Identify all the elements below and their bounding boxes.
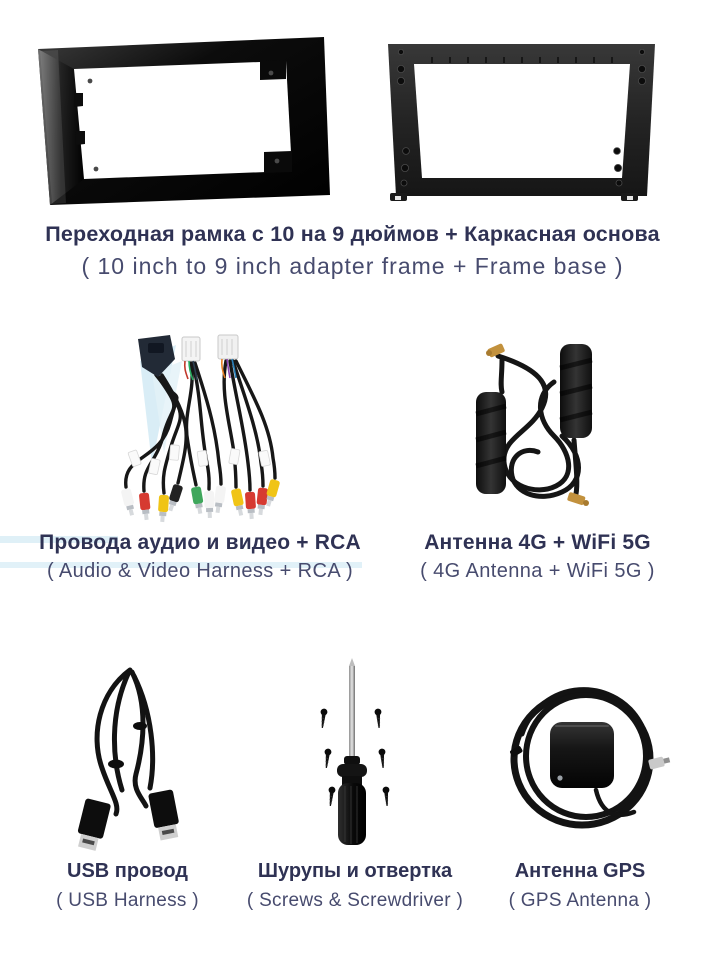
caption-4g-ru: Антенна 4G + WiFi 5G [424, 531, 651, 554]
screwdriver-photo [288, 656, 420, 854]
caption-gps-ru: Антенна GPS [514, 860, 646, 882]
adapter-frame-photo [28, 33, 340, 211]
kit-title-en: ( 10 inch to 9 inch adapter frame + Frame base ) [81, 253, 624, 279]
caption-av-en: ( Audio & Video Harness + RCA ) [46, 560, 354, 582]
caption-usb-en: ( USB Harness ) [56, 890, 199, 911]
gps-antenna-photo [492, 664, 680, 852]
caption-gps-en: ( GPS Antenna ) [508, 890, 652, 911]
antenna-4g-photo [462, 336, 612, 514]
frame-base-photo [374, 36, 670, 206]
usb-cable-photo [52, 662, 207, 852]
caption-screws-en: ( Screws & Screwdriver ) [246, 890, 464, 911]
kit-title-ru: Переходная рамка с 10 на 9 дюймов + Каркасная основа [45, 222, 660, 246]
caption-usb-ru: USB провод [67, 860, 188, 882]
caption-screws-ru: Шурупы и отвертка [257, 860, 453, 882]
caption-av-ru: Провода аудио и видео + RCA [39, 531, 361, 554]
av-harness-photo [112, 333, 330, 528]
caption-4g-en: ( 4G Antenna + WiFi 5G ) [420, 560, 655, 582]
